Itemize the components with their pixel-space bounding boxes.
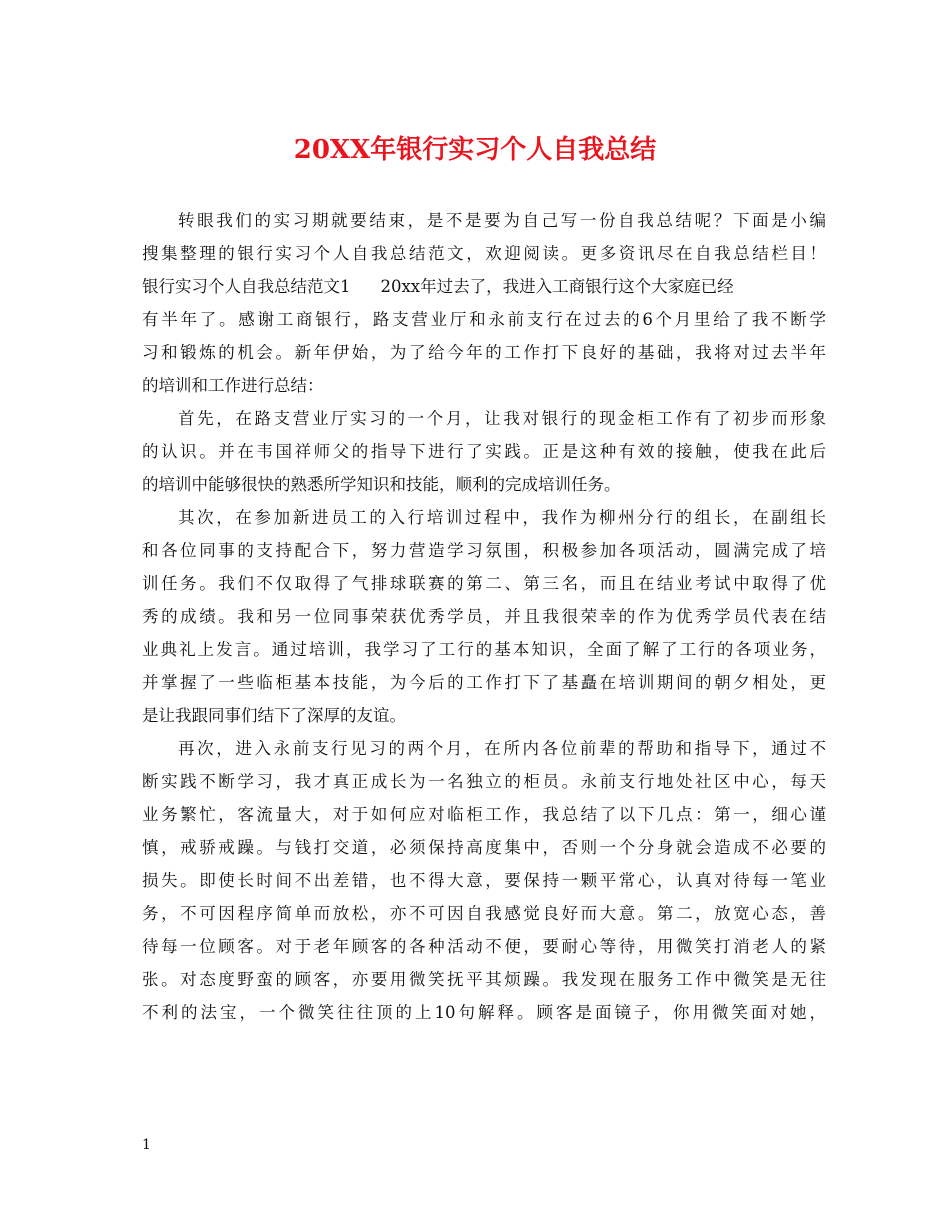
body-line: 并掌握了一些临柜基本技能，为今后的工作打下了基矗在培训期间的朝夕相处，更	[142, 673, 826, 692]
document-title: 20XX年银行实习个人自我总结	[293, 135, 657, 165]
body-line-segment: 20xx年过去了，我进入工商银行这个大家庭已经	[380, 277, 734, 296]
body-line: 首先，在路支营业厅实习的一个月，让我对银行的现金柜工作有了初步而形象	[178, 409, 826, 428]
body-line: 其次，在参加新进员工的入行培训过程中，我作为柳州分行的组长，在副组长	[178, 508, 826, 527]
body-line	[142, 270, 826, 303]
body-line-segment: 银行实习个人自我总结范文1	[142, 277, 351, 296]
body-line: 断实践不断学习，我才真正成长为一名独立的柜员。永前支行地处社区中心，每天	[142, 772, 826, 791]
body-line: 业典礼上发言。通过培训，我学习了工行的基本知识，全面了解了工行的各项业务，	[142, 640, 826, 659]
body-line: 的培训中能够很快的熟悉所学知识和技能，顺利的完成培训任务。	[142, 475, 621, 494]
body-line: 不利的法宝，一个微笑往往顶的上10句解释。顾客是面镜子，你用微笑面对她，	[142, 1003, 826, 1022]
body-line: 待每一位顾客。对于老年顾客的各种活动不便，要耐心等待，用微笑打消老人的紧	[142, 937, 826, 956]
body-line: 慎，戒骄戒躁。与钱打交道，必须保持高度集中，否则一个分身就会造成不必要的	[142, 838, 826, 857]
page-number: 1	[142, 1137, 151, 1153]
body-line: 的培训和工作进行总结：	[142, 376, 324, 395]
body-line: 再次，进入永前支行见习的两个月，在所内各位前辈的帮助和指导下，通过不	[178, 739, 826, 758]
body-line: 搜集整理的银行实习个人自我总结范文，欢迎阅读。更多资讯尽在自我总结栏目！	[142, 244, 826, 263]
body-line: 张。对态度野蛮的顾客，亦要用微笑抚平其烦躁。我发现在服务工作中微笑是无往	[142, 970, 826, 989]
body-line: 业务繁忙，客流量大，对于如何应对临柜工作，我总结了以下几点：第一，细心谨	[142, 805, 826, 824]
body-line: 是让我跟同事们结下了深厚的友谊。	[142, 706, 406, 725]
body-line: 和各位同事的支持配合下，努力营造学习氛围，积极参加各项活动，圆满完成了培	[142, 541, 826, 560]
body-line: 转眼我们的实习期就要结束，是不是要为自己写一份自我总结呢？下面是小编	[178, 211, 826, 230]
body-line: 秀的成绩。我和另一位同事荣获优秀学员，并且我很荣幸的作为优秀学员代表在结	[142, 607, 826, 626]
document-body	[142, 204, 826, 1029]
body-line: 损失。即使长时间不出差错，也不得大意，要保持一颗平常心，认真对待每一笔业	[142, 871, 826, 890]
body-line: 务，不可因程序简单而放松，亦不可因自我感觉良好而大意。第二，放宽心态，善	[142, 904, 826, 923]
body-line: 习和锻炼的机会。新年伊始，为了给今年的工作打下良好的基础，我将对过去半年	[142, 343, 826, 362]
body-line: 训任务。我们不仅取得了气排球联赛的第二、第三名，而且在结业考试中取得了优	[142, 574, 826, 593]
body-line: 有半年了。感谢工商银行，路支营业厅和永前支行在过去的6个月里给了我不断学	[142, 310, 826, 329]
body-line: 的认识。并在韦国祥师父的指导下进行了实践。正是这种有效的接触，使我在此后	[142, 442, 826, 461]
